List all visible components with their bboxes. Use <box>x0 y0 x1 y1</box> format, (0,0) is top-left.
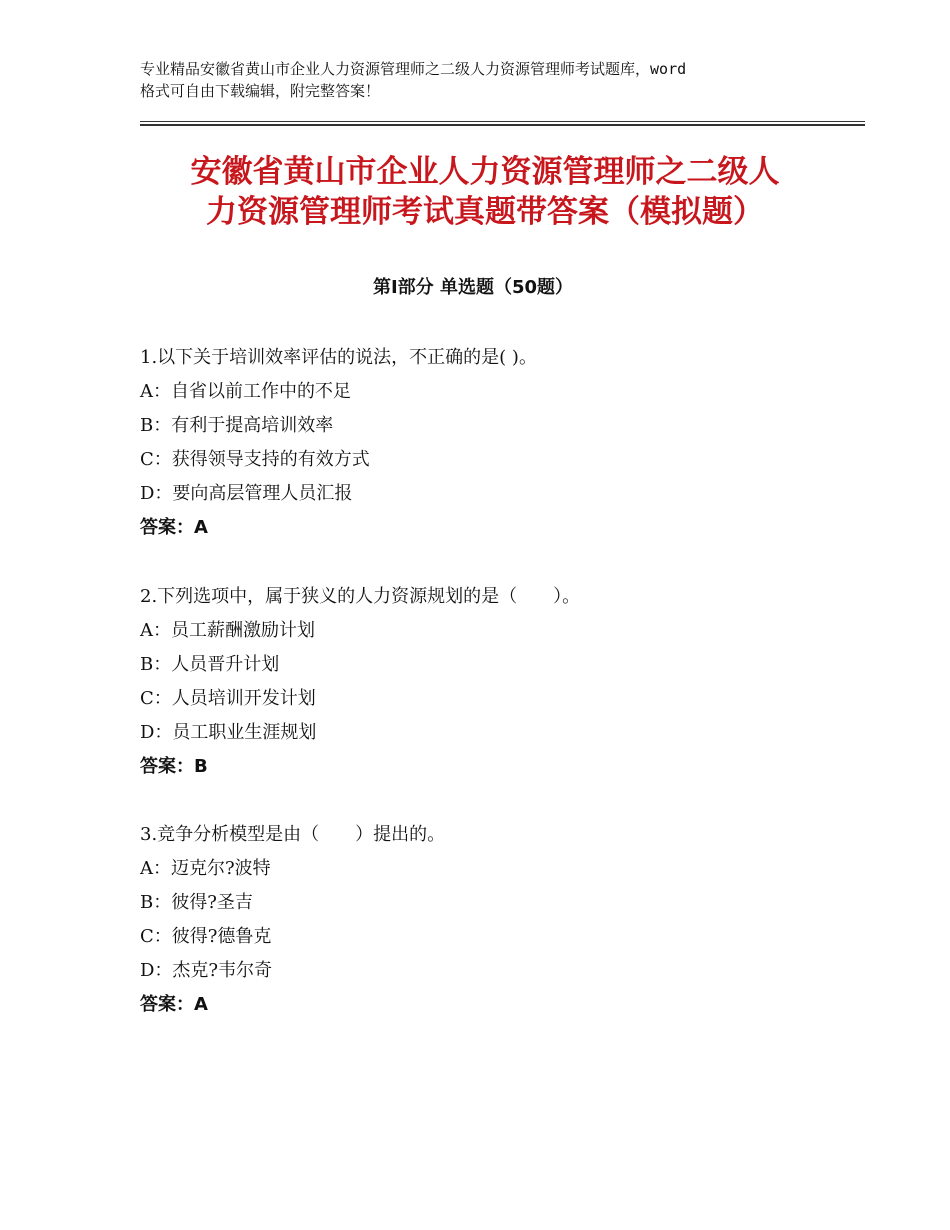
document-title <box>140 152 830 232</box>
answer-line: 答案：A <box>140 517 208 538</box>
option-a: A：员工薪酬激励计划 <box>140 620 315 641</box>
question-stem: 2.下列选项中，属于狭义的人力资源规划的是（ ）。 <box>140 586 581 607</box>
header-rule-thin <box>140 121 865 122</box>
option-b: B：人员晋升计划 <box>140 654 280 675</box>
option-c: C：人员培训开发计划 <box>140 688 316 709</box>
header-note-line-1: 专业精品安徽省黄山市企业人力资源管理师之二级人力资源管理师考试题库，word <box>140 60 687 78</box>
question-stem: 1.以下关于培训效率评估的说法，不正确的是( )。 <box>140 347 537 368</box>
option-b: B：有利于提高培训效率 <box>140 415 334 436</box>
document-title-line-2: 力资源管理师考试真题带答案（模拟题） <box>206 194 764 230</box>
question-block <box>140 580 860 784</box>
answer-line: 答案：B <box>140 756 208 777</box>
document-header-note <box>140 58 840 102</box>
section-heading: 第Ⅰ部分 单选题（50题） <box>372 277 573 298</box>
option-d: D：要向高层管理人员汇报 <box>140 483 353 504</box>
question-block <box>140 818 860 1022</box>
option-c: C：彼得?德鲁克 <box>140 926 272 947</box>
option-d: D：员工职业生涯规划 <box>140 722 317 743</box>
option-a: A：自省以前工作中的不足 <box>140 381 351 402</box>
header-note-line-2: 格式可自由下载编辑，附完整答案！ <box>140 82 381 100</box>
question-stem: 3.竞争分析模型是由（ ）提出的。 <box>140 824 446 845</box>
option-a: A：迈克尔?波特 <box>140 858 271 879</box>
option-b: B：彼得?圣吉 <box>140 892 253 913</box>
option-c: C：获得领导支持的有效方式 <box>140 449 370 470</box>
header-rule-thick <box>140 124 865 126</box>
answer-line: 答案：A <box>140 994 208 1015</box>
question-block <box>140 341 860 545</box>
document-title-line-1: 安徽省黄山市企业人力资源管理师之二级人 <box>190 154 780 190</box>
option-d: D：杰克?韦尔奇 <box>140 960 273 981</box>
